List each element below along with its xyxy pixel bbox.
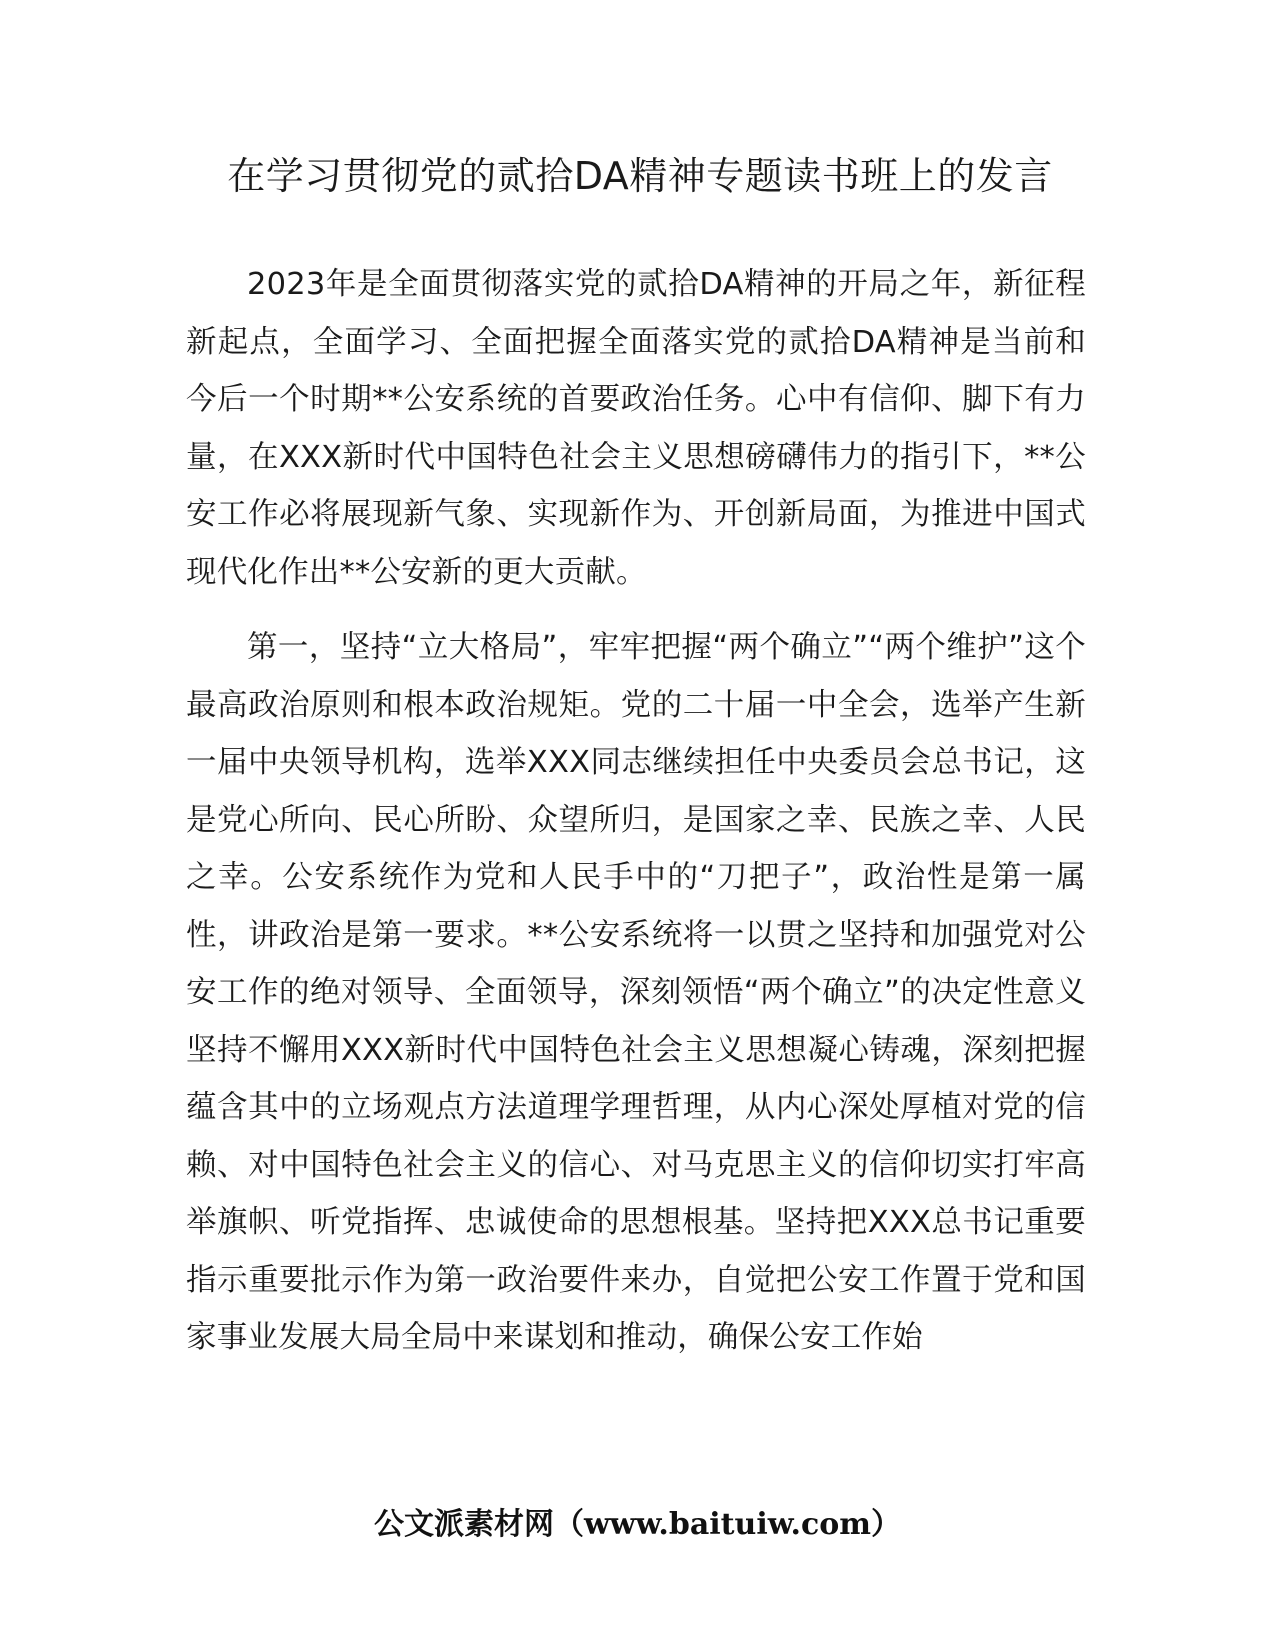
paragraph-intro: 2023年是全面贯彻落实党的贰拾DA精神的开局之年，新征程新起点，全面学习、全面把握全面落实党的贰拾DA精神是当前和今后一个时期**公安系统的首要政治任务。心中有信仰、脚下有力量，在XXX新时代中国特色社会主义思想磅礴伟力的指引下，**公安工作必将展现新气象、实现新作为、开创新局面，为推进中国式现代化作出**公安新的更大贡献。 bbox=[186, 267, 1086, 590]
document-body bbox=[186, 256, 1086, 1367]
document-title: 在学习贯彻党的贰拾DA精神专题读书班上的发言 bbox=[227, 154, 1053, 198]
paragraph-first-point: 第一，坚持“立大格局”，牢牢把握“两个确立”“两个维护”这个最高政治原则和根本政治规矩。党的二十届一中全会，选举产生新一届中央领导机构，选举XXX同志继续担任中央委员会总书记，这是党心所向、民心所盼、众望所归，是国家之幸、民族之幸、人民之幸。公安系统作为党和人民手中的“刀把子”，政治性是第一属性，讲政治是第一要求。**公安系统将一以贯之坚持和加强党对公安工作的绝对领导、全面领导，深刻领悟“两个确立”的决定性意义坚持不懈用XXX新时代中国特色社会主义思想凝心铸魂，深刻把握蕴含其中的立场观点方法道理学理哲理，从内心深处厚植对党的信赖、对中国特色社会主义的信心、对马克思主义的信仰切实打牢高举旗帜、听党指挥、忠诚使命的思想根基。坚持把XXX总书记重要指示重要批示作为第一政治要件来办，自觉把公安工作置于党和国家事业发展大局全局中来谋划和推动，确保公安工作始 bbox=[186, 630, 1086, 1355]
footer-watermark: 公文派素材网（www.baituiw.com） bbox=[373, 1507, 902, 1542]
